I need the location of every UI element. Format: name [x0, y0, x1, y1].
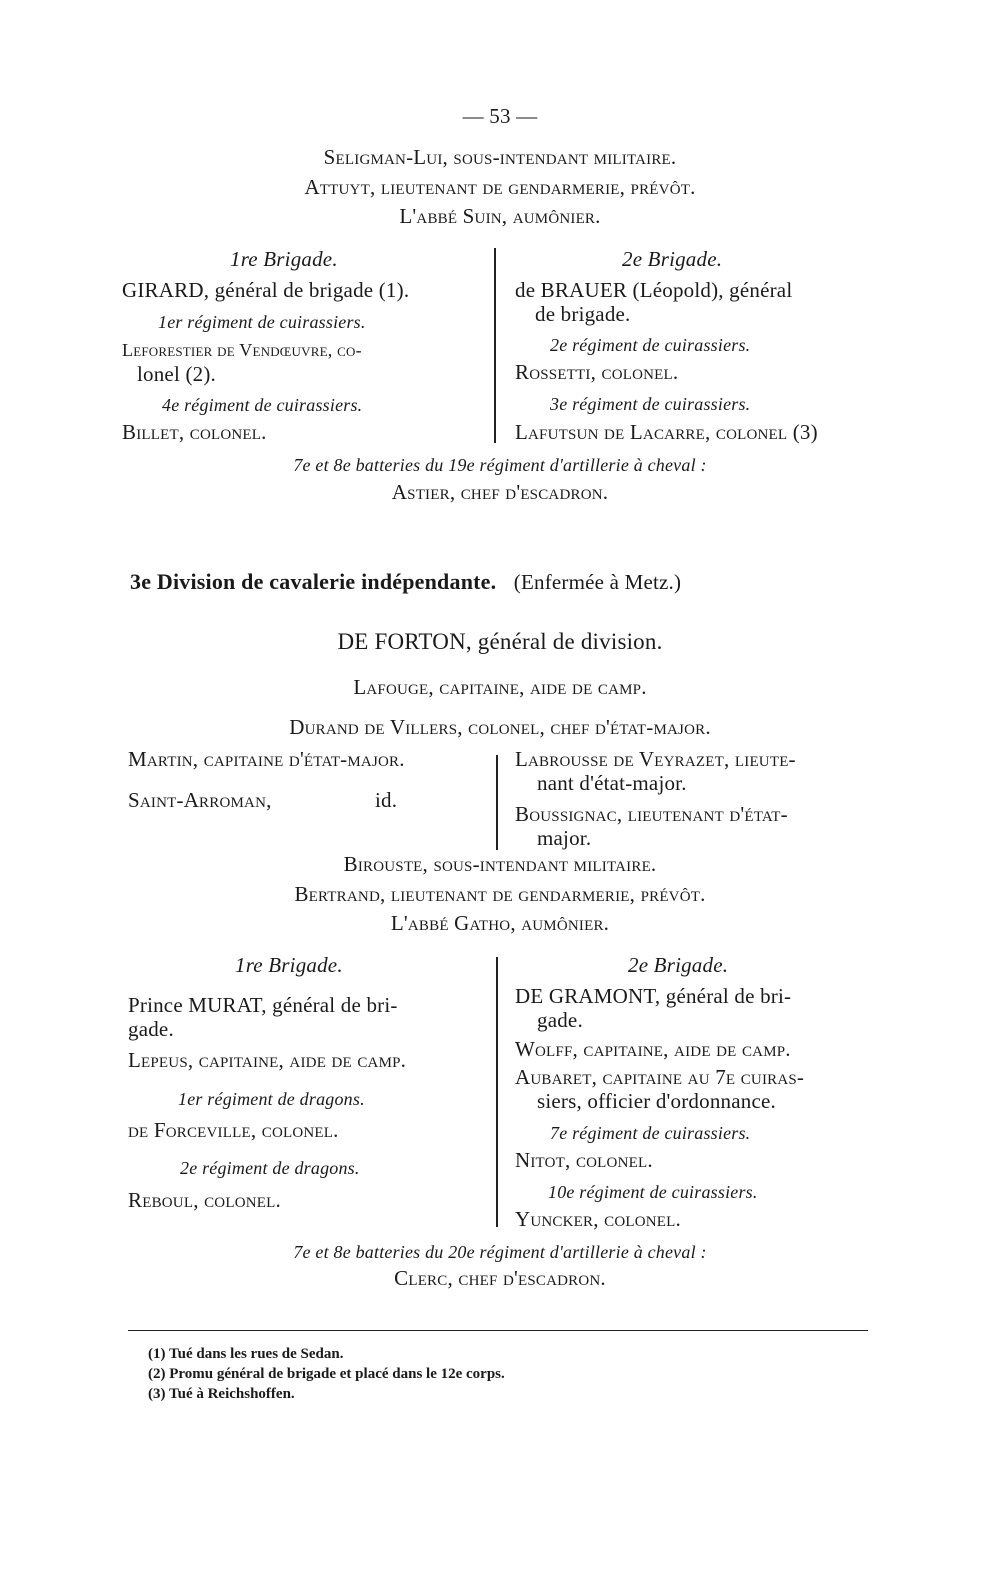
staff-officer: Boussignac, lieutenant d'état-: [515, 802, 788, 826]
staff-officer: Labrousse de Veyrazet, lieute-: [515, 747, 796, 771]
colonel-line: Yuncker, colonel.: [515, 1207, 681, 1231]
brigade-general: DE GRAMONT, général de bri-: [515, 984, 792, 1008]
footnote-rule: [128, 1330, 868, 1331]
officer-line: siers, officier d'ordonnance.: [537, 1089, 776, 1113]
staff-line: Birouste, sous-intendant militaire.: [343, 852, 657, 876]
division-note: (Enfermée à Metz.): [513, 570, 682, 594]
brigade-heading: 1re Brigade.: [235, 953, 343, 977]
officer-line: Aubaret, capitaine au 7e cuiras-: [515, 1065, 805, 1089]
staff-officer: Saint-Arroman,: [128, 788, 272, 812]
staff-line: L'abbé Suin, aumônier.: [399, 204, 601, 228]
brigade-general: GIRARD, général de brigade (1).: [122, 278, 410, 302]
colonel-line: Reboul, colonel.: [128, 1188, 281, 1212]
brigade-general: gade.: [128, 1017, 174, 1041]
artillery-chef: Clerc, chef d'escadron.: [394, 1266, 606, 1290]
colonel-line: de Forceville, colonel.: [128, 1118, 339, 1142]
footnote: (1) Tué dans les rues de Sedan.: [148, 1346, 344, 1362]
page-number: — 53 —: [462, 104, 538, 128]
colonel-line: Rossetti, colonel.: [515, 360, 679, 384]
brigade-general: de BRAUER (Léopold), général: [515, 278, 793, 302]
colonel-line: Lafutsun de Lacarre, colonel (3): [515, 420, 818, 444]
footnote: (3) Tué à Reichshoffen.: [148, 1386, 295, 1402]
division-chief: Durand de Villers, colonel, chef d'état-major.: [289, 715, 711, 739]
division-title: 3e Division de cavalerie indépendante.: [130, 569, 497, 594]
regiment-heading: 3e régiment de cuirassiers.: [550, 394, 751, 414]
aide-line: Lepeus, capitaine, aide de camp.: [128, 1048, 407, 1072]
regiment-heading: 2e régiment de cuirassiers.: [550, 335, 751, 355]
staff-officer: major.: [537, 826, 592, 850]
regiment-heading: 4e régiment de cuirassiers.: [162, 395, 363, 415]
brigade-general: gade.: [537, 1008, 583, 1032]
division-aide: Lafouge, capitaine, aide de camp.: [353, 675, 647, 699]
footnote: (2) Promu général de brigade et placé dans le 12e corps.: [148, 1366, 505, 1382]
colonel-line: Billet, colonel.: [122, 420, 267, 444]
brigade-heading: 2e Brigade.: [622, 247, 723, 271]
staff-line: L'abbé Gatho, aumônier.: [390, 911, 610, 935]
brigade-heading: 1re Brigade.: [230, 247, 338, 271]
brigade-general: Prince MURAT, général de bri-: [128, 993, 398, 1017]
colonel-line: Leforestier de Vendœuvre, co-: [122, 340, 362, 360]
staff-line: Attuyt, lieutenant de gendarmerie, prévôt.: [304, 175, 696, 199]
regiment-heading: 7e régiment de cuirassiers.: [550, 1123, 751, 1143]
aide-line: Wolff, capitaine, aide de camp.: [515, 1037, 791, 1061]
column-divider: [496, 755, 498, 850]
regiment-heading: 10e régiment de cuirassiers.: [548, 1182, 758, 1202]
brigade-general: de brigade.: [535, 302, 631, 326]
division-title-row: [130, 570, 870, 594]
regiment-heading: 1er régiment de dragons.: [178, 1089, 365, 1109]
artillery-line: 7e et 8e batteries du 19e régiment d'artillerie à cheval :: [293, 455, 707, 475]
colonel-line: lonel (2).: [137, 362, 216, 386]
staff-officer-id: id.: [375, 788, 398, 812]
artillery-chef: Astier, chef d'escadron.: [391, 480, 609, 504]
division-general: DE FORTON, général de division.: [337, 629, 663, 654]
staff-officer: Martin, capitaine d'état-major.: [128, 747, 405, 771]
column-divider: [496, 957, 498, 1227]
column-divider: [494, 248, 496, 443]
staff-line: Seligman-Lui, sous-intendant militaire.: [323, 145, 677, 169]
regiment-heading: 1er régiment de cuirassiers.: [158, 312, 366, 332]
staff-officer: nant d'état-major.: [537, 771, 687, 795]
staff-line: Bertrand, lieutenant de gendarmerie, prévôt.: [294, 882, 706, 906]
artillery-line: 7e et 8e batteries du 20e régiment d'artillerie à cheval :: [293, 1242, 707, 1262]
regiment-heading: 2e régiment de dragons.: [180, 1158, 360, 1178]
brigade-heading: 2e Brigade.: [628, 953, 729, 977]
colonel-line: Nitot, colonel.: [515, 1148, 653, 1172]
